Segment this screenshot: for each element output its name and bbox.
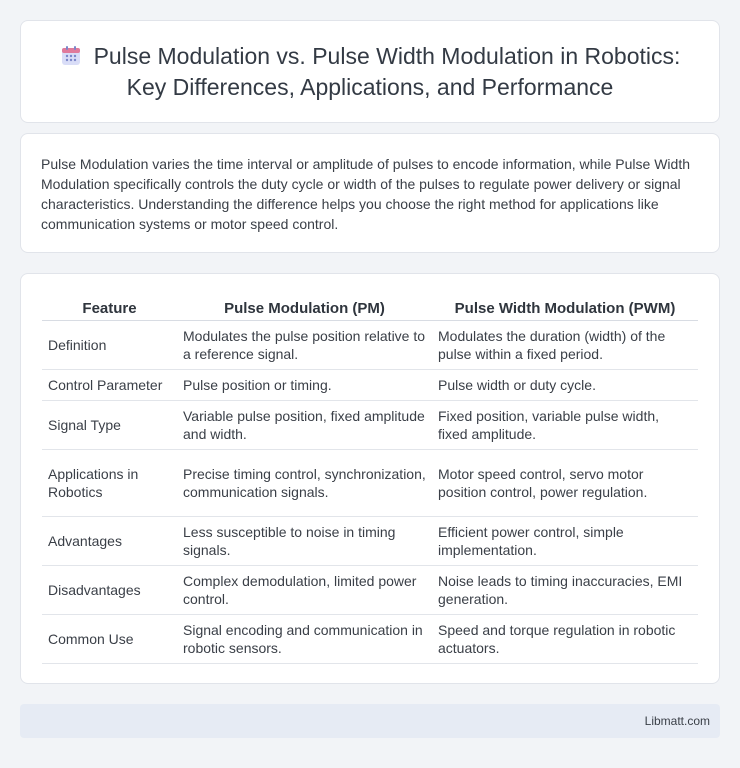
cell-feature: Applications in Robotics: [42, 449, 177, 516]
cell-pm: Modulates the pulse position relative to a reference signal.: [177, 320, 432, 369]
calendar-icon: [60, 45, 82, 67]
cell-pm: Precise timing control, synchronization, communication signals.: [177, 449, 432, 516]
table-row: [42, 516, 698, 565]
comparison-table-card: [20, 273, 720, 684]
cell-pwm: Modulates the duration (width) of the pulse within a fixed period.: [432, 320, 698, 369]
page-title-text: Pulse Modulation vs. Pulse Width Modulation in Robotics: Key Differences, Applications, and Performance: [93, 42, 681, 100]
table-header-row: [42, 294, 698, 320]
header-pwm: Pulse Width Modulation (PWM): [432, 294, 698, 320]
table-row: [42, 369, 698, 400]
cell-pm: Complex demodulation, limited power control.: [177, 565, 432, 614]
intro-text: Pulse Modulation varies the time interval or amplitude of pulses to encode information, while Pulse Width Modulation specifically controls the duty cycle or width of the pulses to regulate power delivery or signal characteristics. Understanding the difference helps you choose the right method for applications like communication systems or motor speed control.: [41, 156, 690, 232]
cell-feature: Advantages: [42, 516, 177, 565]
cell-pwm: Fixed position, variable pulse width, fixed amplitude.: [432, 400, 698, 449]
table-row: [42, 400, 698, 449]
cell-feature: Definition: [42, 320, 177, 369]
cell-pwm: Noise leads to timing inaccuracies, EMI generation.: [432, 565, 698, 614]
cell-feature: Disadvantages: [42, 565, 177, 614]
cell-feature: Control Parameter: [42, 369, 177, 400]
cell-pm: Variable pulse position, fixed amplitude and width.: [177, 400, 432, 449]
cell-pwm: Pulse width or duty cycle.: [432, 369, 698, 400]
table-row: [42, 614, 698, 663]
footer-brand[interactable]: Libmatt.com: [644, 714, 710, 728]
header-pm: Pulse Modulation (PM): [177, 294, 432, 320]
cell-pm: Less susceptible to noise in timing signals.: [177, 516, 432, 565]
cell-feature: Signal Type: [42, 400, 177, 449]
cell-pwm: Efficient power control, simple implementation.: [432, 516, 698, 565]
comparison-table: [42, 294, 698, 664]
page-title: [21, 41, 719, 103]
intro-card: [20, 133, 720, 253]
cell-pwm: Motor speed control, servo motor position control, power regulation.: [432, 449, 698, 516]
cell-pm: Pulse position or timing.: [177, 369, 432, 400]
cell-pm: Signal encoding and communication in robotic sensors.: [177, 614, 432, 663]
cell-pwm: Speed and torque regulation in robotic actuators.: [432, 614, 698, 663]
table-row: [42, 449, 698, 516]
header-feature: Feature: [42, 294, 177, 320]
cell-feature: Common Use: [42, 614, 177, 663]
footer: [20, 704, 720, 738]
table-row: [42, 320, 698, 369]
title-card: [20, 20, 720, 123]
table-row: [42, 565, 698, 614]
